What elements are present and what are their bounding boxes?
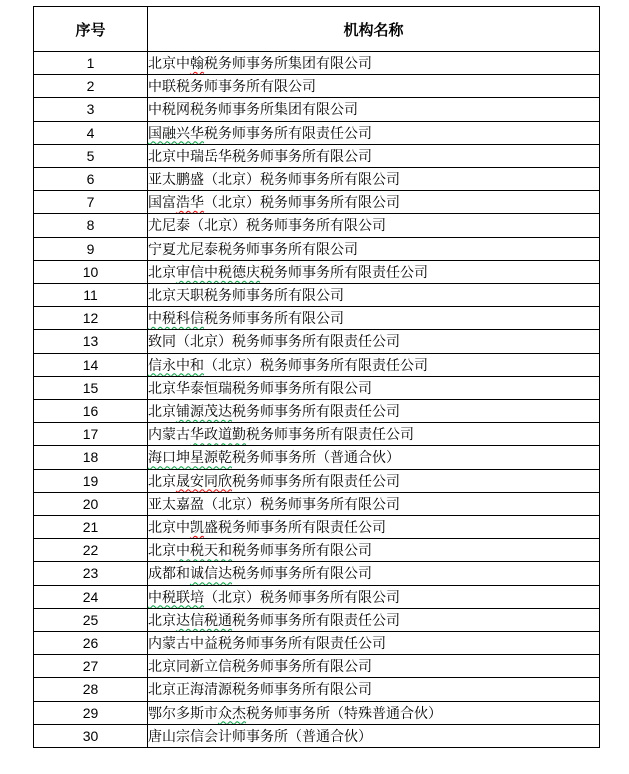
org-name-text: 税务师事务所有限公司 <box>232 542 372 559</box>
spellcheck-green-underline: 中税天和 <box>176 542 232 559</box>
org-name-text: 北京 <box>148 611 176 628</box>
org-name-cell <box>148 516 600 539</box>
spellcheck-green-underline: 信永中和 <box>148 356 204 373</box>
org-name-text: 成都和 <box>148 565 190 582</box>
org-name-cell <box>148 724 600 747</box>
table-row <box>34 376 600 399</box>
table-row <box>34 516 600 539</box>
row-index-cell: 4 <box>34 121 148 144</box>
org-name-text: 税务师事务所集团有限公司 <box>204 55 372 71</box>
org-name-text: 鄂尔多斯市 <box>148 704 218 721</box>
row-index-cell: 16 <box>34 400 148 423</box>
header-row <box>34 7 600 52</box>
org-name-text: 内蒙古 <box>148 426 190 443</box>
org-name-cell <box>148 400 600 423</box>
org-name-cell <box>148 260 600 283</box>
table-row <box>34 724 600 747</box>
org-name-cell <box>148 539 600 562</box>
org-name-text: 亚太嘉盈（北京）税务师事务所有限公司 <box>148 495 400 512</box>
table-row <box>34 260 600 283</box>
row-index-cell: 29 <box>34 701 148 724</box>
table-row <box>34 237 600 260</box>
spellcheck-green-underline: 诚信达 <box>190 565 232 582</box>
row-index-cell: 25 <box>34 608 148 631</box>
row-index-cell: 17 <box>34 423 148 446</box>
org-name-text: 中税网税务师事务所集团有限公司 <box>148 101 358 118</box>
org-name-cell <box>148 446 600 469</box>
spellcheck-red-underline: 翰 <box>190 55 204 71</box>
row-index-cell: 7 <box>34 191 148 214</box>
row-index-cell: 13 <box>34 330 148 353</box>
column-header-index: 序号 <box>34 7 148 52</box>
spellcheck-green-underline: 华政道勤 <box>190 426 246 443</box>
row-index-cell: 20 <box>34 492 148 515</box>
org-name-text: （北京）税务师事务所有限公司 <box>204 194 400 211</box>
org-name-cell <box>148 585 600 608</box>
row-index-cell: 9 <box>34 237 148 260</box>
row-index-cell: 8 <box>34 214 148 237</box>
row-index-cell: 28 <box>34 678 148 701</box>
org-name-text: 税务师事务所有限责任公司 <box>204 124 372 141</box>
org-name-text: 税务师事务所（特殊普通合伙） <box>246 704 442 721</box>
org-name-cell <box>148 701 600 724</box>
row-index-cell: 26 <box>34 632 148 655</box>
table-row <box>34 608 600 631</box>
org-name-cell <box>148 632 600 655</box>
org-name-text: 北京 <box>148 472 176 489</box>
org-name-cell <box>148 52 600 75</box>
org-name-cell <box>148 353 600 376</box>
org-name-cell <box>148 75 600 98</box>
row-index-cell: 21 <box>34 516 148 539</box>
org-name-text: 北京天职税务师事务所有限公司 <box>148 287 344 304</box>
spellcheck-green-underline: 海口坤星源乾 <box>148 449 232 466</box>
org-name-text: 唐山宗信会计师事务所（普通合伙） <box>148 727 372 744</box>
spellcheck-red-underline: 浩华 <box>176 194 204 211</box>
org-name-text: 税务师事务所有限责任公司 <box>232 611 400 628</box>
org-name-cell <box>148 284 600 307</box>
org-name-cell <box>148 678 600 701</box>
table-row <box>34 492 600 515</box>
org-name-text: 北京正海清源税务师事务所有限公司 <box>148 681 372 698</box>
org-name-text: 尤尼泰（北京）税务师事务所有限公司 <box>148 217 386 234</box>
org-name-text: 税务师事务所有限责任公司 <box>246 426 414 443</box>
table-row <box>34 539 600 562</box>
table-row <box>34 585 600 608</box>
org-name-text: 亚太鹏盛（北京）税务师事务所有限公司 <box>148 171 400 188</box>
table-row <box>34 701 600 724</box>
org-name-cell <box>148 191 600 214</box>
org-name-text: 税务师事务所有限责任公司 <box>232 472 400 489</box>
row-index-cell: 1 <box>34 52 148 75</box>
table-row <box>34 168 600 191</box>
org-name-cell <box>148 469 600 492</box>
org-name-text: 内蒙古中益税务师事务所有限责任公司 <box>148 635 386 652</box>
row-index-cell: 24 <box>34 585 148 608</box>
row-index-cell: 2 <box>34 75 148 98</box>
row-index-cell: 11 <box>34 284 148 307</box>
table-row <box>34 353 600 376</box>
spellcheck-green-underline: 国融兴华 <box>148 124 204 141</box>
org-name-cell <box>148 655 600 678</box>
table-row <box>34 469 600 492</box>
row-index-cell: 5 <box>34 144 148 167</box>
row-index-cell: 27 <box>34 655 148 678</box>
org-name-cell <box>148 330 600 353</box>
org-list-table <box>33 6 600 748</box>
org-name-text: 致同（北京）税务师事务所有限责任公司 <box>148 333 400 350</box>
org-name-cell <box>148 376 600 399</box>
table-row <box>34 446 600 469</box>
spellcheck-green-underline: 中税科信 <box>148 310 204 327</box>
org-name-text: 中联税务师事务所有限公司 <box>148 78 316 95</box>
column-header-org-name: 机构名称 <box>148 7 600 52</box>
org-name-cell <box>148 214 600 237</box>
table-row <box>34 75 600 98</box>
org-name-text: （北京）税务师事务所有限责任公司 <box>204 356 428 373</box>
table-row <box>34 52 600 75</box>
spellcheck-red-underline: 凯 <box>190 519 204 536</box>
table-row <box>34 284 600 307</box>
org-name-cell <box>148 423 600 446</box>
table-row <box>34 655 600 678</box>
org-name-cell <box>148 492 600 515</box>
row-index-cell: 22 <box>34 539 148 562</box>
table-row <box>34 562 600 585</box>
table-row <box>34 144 600 167</box>
org-name-text: 宁夏尤尼泰税务师事务所有限公司 <box>148 240 358 257</box>
table-row <box>34 423 600 446</box>
org-name-cell <box>148 307 600 330</box>
org-name-text: 北京中 <box>148 519 190 536</box>
row-index-cell: 19 <box>34 469 148 492</box>
row-index-cell: 6 <box>34 168 148 191</box>
org-name-text: 税务师事务所（普通合伙） <box>232 449 400 466</box>
org-name-text: 北京 <box>148 403 176 420</box>
table-row <box>34 678 600 701</box>
org-name-cell <box>148 608 600 631</box>
table-row <box>34 632 600 655</box>
org-name-text: 北京同新立信税务师事务所有限公司 <box>148 658 372 675</box>
row-index-cell: 3 <box>34 98 148 121</box>
table-body <box>34 52 600 748</box>
org-name-text: 北京中 <box>148 55 190 71</box>
table-row <box>34 214 600 237</box>
org-name-text: 国富 <box>148 194 176 211</box>
row-index-cell: 23 <box>34 562 148 585</box>
row-index-cell: 12 <box>34 307 148 330</box>
org-name-cell <box>148 144 600 167</box>
org-name-text: 盛税务师事务所有限责任公司 <box>204 519 386 536</box>
table-row <box>34 307 600 330</box>
table-row <box>34 98 600 121</box>
spellcheck-green-underline: 审信中税德庆 <box>176 263 260 280</box>
org-name-text: 北京华泰恒瑞税务师事务所有限公司 <box>148 379 372 396</box>
org-name-cell <box>148 237 600 260</box>
org-name-text: （北京）税务师事务所有限公司 <box>204 588 400 605</box>
org-name-text: 北京 <box>148 263 176 280</box>
row-index-cell: 30 <box>34 724 148 747</box>
org-name-text: 税务师事务所有限责任公司 <box>260 263 428 280</box>
row-index-cell: 18 <box>34 446 148 469</box>
org-name-cell <box>148 98 600 121</box>
org-name-text: 北京 <box>148 542 176 559</box>
table-row <box>34 400 600 423</box>
table-row <box>34 330 600 353</box>
org-name-text: 税务师事务所有限公司 <box>204 310 344 327</box>
org-name-cell <box>148 562 600 585</box>
org-name-text: 税务师事务所有限责任公司 <box>232 403 400 420</box>
row-index-cell: 10 <box>34 260 148 283</box>
table-header <box>34 7 600 52</box>
spellcheck-green-underline: 中税联培 <box>148 588 204 605</box>
table-row <box>34 121 600 144</box>
table-row <box>34 191 600 214</box>
spellcheck-red-underline: 晟安同欣 <box>176 472 232 489</box>
row-index-cell: 14 <box>34 353 148 376</box>
org-name-cell <box>148 168 600 191</box>
org-name-text: 北京中瑞岳华税务师事务所有限公司 <box>148 147 372 164</box>
spellcheck-green-underline: 达信税通 <box>176 611 232 628</box>
row-index-cell: 15 <box>34 376 148 399</box>
org-name-cell <box>148 121 600 144</box>
spellcheck-green-underline: 众杰 <box>218 704 246 721</box>
org-name-text: 税务师事务所有限公司 <box>232 565 372 582</box>
spellcheck-green-underline: 铺源茂达 <box>176 403 232 420</box>
